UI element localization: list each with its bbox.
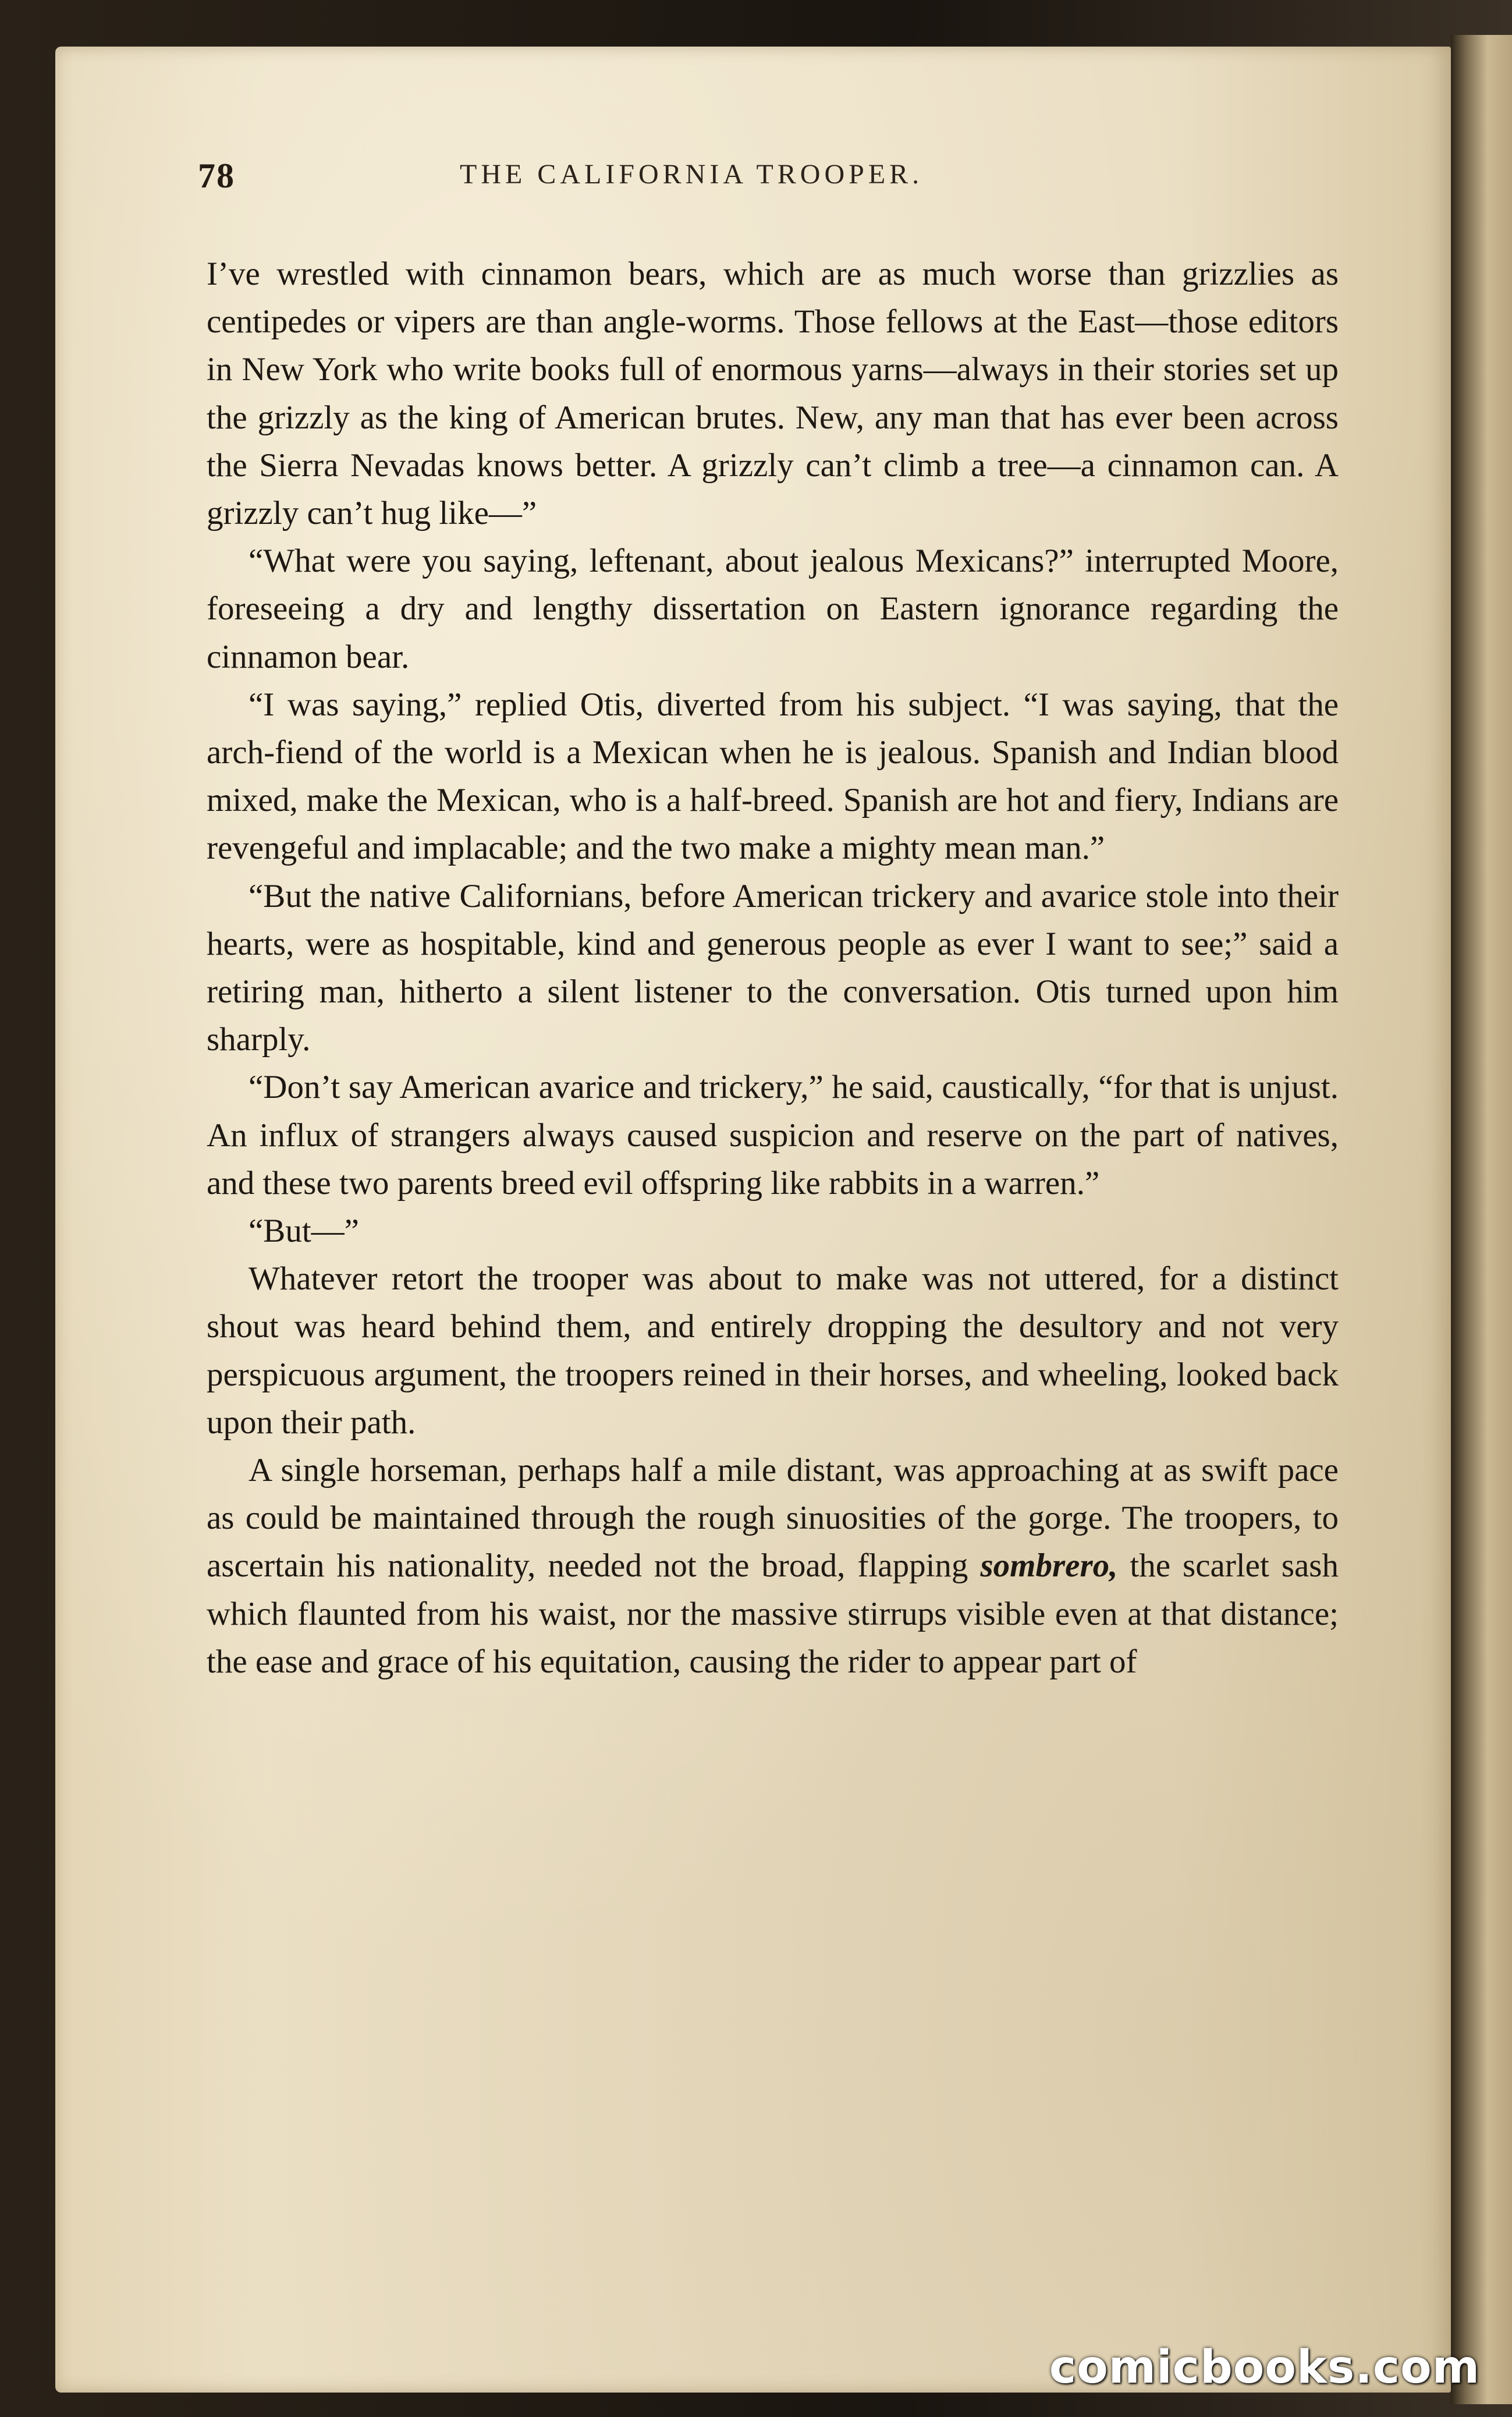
italic-word-sombrero: sombrero,: [980, 1547, 1118, 1585]
facing-page-edge: [1451, 35, 1512, 2404]
paragraph-8-text-before: A single horseman, perhaps half a mile distant, was approaching at as swift pace as could be maintained through the rough sinuosities of the gorge. The troopers, to ascertain his nationality, needed not the broad, flapping: [207, 1452, 1339, 1585]
paragraph-4: “But the native Californians, before American trickery and avarice stole into their hearts, were as hospitable, kind and generous people as ever I want to see;” said a retiring man, hitherto a silent listener to the conversation. Otis turned upon him sharply.: [207, 877, 1339, 1058]
paragraph-7: Whatever retort the trooper was about to make was not uttered, for a distinct shout was heard behind them, and entirely dropping the desultory and not very perspicuous argument, the troopers reined in their horses, and wheeling, looked back upon their path.: [207, 1260, 1339, 1441]
paragraph-2: “What were you saying, leftenant, about jealous Mexicans?” interrupted Moore, foreseeing a dry and lengthy dissertation on Eastern ignorance regarding the cinnamon bear.: [207, 543, 1339, 675]
paragraph-5: “Don’t say American avarice and trickery,” he said, caustically, “for that is unjust. An influx of strangers always caused suspicion and reserve on the part of natives, and these two parents breed evil offspring like rabbits in a warren.”: [207, 1069, 1339, 1202]
running-head: THE CALIFORNIA TROOPER.: [460, 159, 924, 190]
watermark-logo: comicbooks.com: [1049, 2341, 1480, 2394]
paragraph-8-text-after: the scarlet sash which flaunted from his waist, nor the massive stirrups visible even at that distance; the ease and grace of his equitation, causing the rider to appear part of: [207, 1547, 1339, 1680]
paragraph-1: I’ve wrestled with cinnamon bears, which are as much worse than grizzlies as centipedes or vipers are than angle-worms. Those fellows at the East—those editors in New York who write books full of enormous yarns—always in their stories set up the grizzly as the king of American brutes. New, any man that has ever been across the Sierra Nevadas knows better. A grizzly can’t climb a tree—a cinnamon can. A grizzly can’t hug like—”: [207, 256, 1339, 532]
paragraph-8: [207, 1447, 1339, 1686]
paragraph-3: “I was saying,” replied Otis, diverted from his subject. “I was saying, that the arch-fiend of the world is a Mexican when he is jealous. Spanish and Indian blood mixed, make the Mexican, who is a half-breed. Spanish are hot and fiery, Indians are revengeful and implacable; and the two make a mighty mean man.”: [207, 686, 1339, 867]
paragraph-6: “But—”: [249, 1213, 359, 1250]
body-text: [207, 250, 1339, 1686]
page-header: [198, 156, 1333, 203]
page-number: 78: [198, 157, 235, 195]
